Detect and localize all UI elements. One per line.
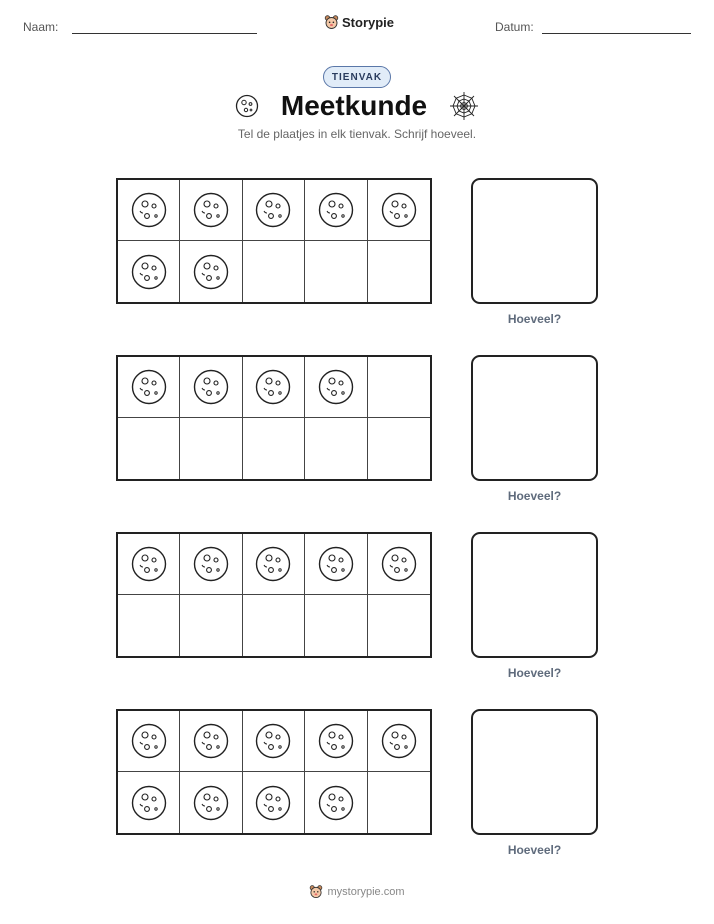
- topic-badge: TIENVAK: [323, 66, 391, 88]
- moon-icon: [131, 723, 167, 759]
- ten-frame-cell: [305, 180, 367, 241]
- answer-label: Hoeveel?: [507, 666, 562, 680]
- moon-icon: [255, 546, 291, 582]
- name-label: Naam:: [23, 20, 59, 34]
- ten-frame-cell: [368, 241, 430, 302]
- ten-frame-cell: [243, 418, 305, 479]
- moon-icon: [318, 785, 354, 821]
- ten-frame: [116, 709, 432, 835]
- ten-frame-cell: [118, 595, 180, 656]
- storypie-bear-icon: [309, 884, 323, 900]
- ten-frame-cell: [180, 711, 242, 772]
- ten-frame: [116, 178, 432, 304]
- date-label: Datum:: [495, 20, 534, 34]
- brand-logo: [324, 14, 394, 31]
- ten-frame-cell: [243, 534, 305, 595]
- title-row: [0, 90, 714, 122]
- answer-box[interactable]: [471, 532, 598, 658]
- moon-icon: [318, 369, 354, 405]
- ten-frame-cell: [243, 357, 305, 418]
- ten-frame-cell: [368, 180, 430, 241]
- moon-icon: [255, 192, 291, 228]
- ten-frame-cell: [243, 180, 305, 241]
- spiderweb-icon: [449, 91, 479, 121]
- footer-url: mystorypie.com: [327, 886, 405, 898]
- ten-frame-cell: [118, 180, 180, 241]
- moon-icon: [131, 369, 167, 405]
- answer-label: Hoeveel?: [507, 843, 562, 857]
- ten-frame-cell: [118, 534, 180, 595]
- brand-name: Storypie: [342, 15, 395, 30]
- ten-frame-cell: [243, 595, 305, 656]
- ten-frame-cell: [118, 418, 180, 479]
- moon-icon: [255, 723, 291, 759]
- ten-frame-cell: [305, 418, 367, 479]
- moon-icon: [193, 723, 229, 759]
- name-field-line[interactable]: [72, 33, 257, 34]
- moon-icon: [318, 546, 354, 582]
- ten-frame-cell: [305, 241, 367, 302]
- moon-icon: [131, 546, 167, 582]
- ten-frame-cell: [305, 772, 367, 833]
- moon-icon: [193, 369, 229, 405]
- ten-frame-cell: [243, 772, 305, 833]
- ten-frame-cell: [180, 772, 242, 833]
- ten-frame-cell: [118, 241, 180, 302]
- answer-box[interactable]: [471, 355, 598, 481]
- ten-frame-cell: [118, 772, 180, 833]
- date-field-line[interactable]: [542, 33, 691, 34]
- moon-icon: [255, 785, 291, 821]
- moon-icon: [193, 785, 229, 821]
- ten-frame: [116, 532, 432, 658]
- ten-frame-cell: [305, 534, 367, 595]
- ten-frame-cell: [180, 241, 242, 302]
- moon-icon: [193, 254, 229, 290]
- answer-label: Hoeveel?: [507, 312, 562, 326]
- ten-frame-cell: [305, 595, 367, 656]
- instruction-text: Tel de plaatjes in elk tienvak. Schrijf hoeveel.: [237, 127, 477, 141]
- ten-frame-cell: [305, 711, 367, 772]
- ten-frame-cell: [180, 180, 242, 241]
- moon-icon: [193, 192, 229, 228]
- answer-box[interactable]: [471, 709, 598, 835]
- footer: [0, 884, 714, 900]
- ten-frame-cell: [180, 595, 242, 656]
- moon-icon: [381, 546, 417, 582]
- answer-label: Hoeveel?: [507, 489, 562, 503]
- ten-frame-cell: [368, 711, 430, 772]
- moon-icon: [381, 192, 417, 228]
- ten-frame-cell: [368, 772, 430, 833]
- ten-frame-cell: [305, 357, 367, 418]
- page-title: Meetkunde: [280, 90, 428, 121]
- moon-icon: [318, 723, 354, 759]
- moon-icon: [235, 94, 259, 118]
- moon-icon: [131, 254, 167, 290]
- moon-icon: [318, 192, 354, 228]
- ten-frame: [116, 355, 432, 481]
- ten-frame-cell: [180, 357, 242, 418]
- moon-icon: [131, 785, 167, 821]
- storypie-bear-icon: [324, 14, 339, 31]
- ten-frame-cell: [118, 711, 180, 772]
- ten-frame-cell: [368, 534, 430, 595]
- ten-frame-cell: [368, 357, 430, 418]
- ten-frame-cell: [180, 534, 242, 595]
- ten-frame-cell: [180, 418, 242, 479]
- ten-frame-cell: [243, 711, 305, 772]
- moon-icon: [381, 723, 417, 759]
- answer-box[interactable]: [471, 178, 598, 304]
- ten-frame-cell: [243, 241, 305, 302]
- ten-frame-cell: [368, 418, 430, 479]
- moon-icon: [255, 369, 291, 405]
- moon-icon: [193, 546, 229, 582]
- ten-frame-cell: [368, 595, 430, 656]
- moon-icon: [131, 192, 167, 228]
- ten-frame-cell: [118, 357, 180, 418]
